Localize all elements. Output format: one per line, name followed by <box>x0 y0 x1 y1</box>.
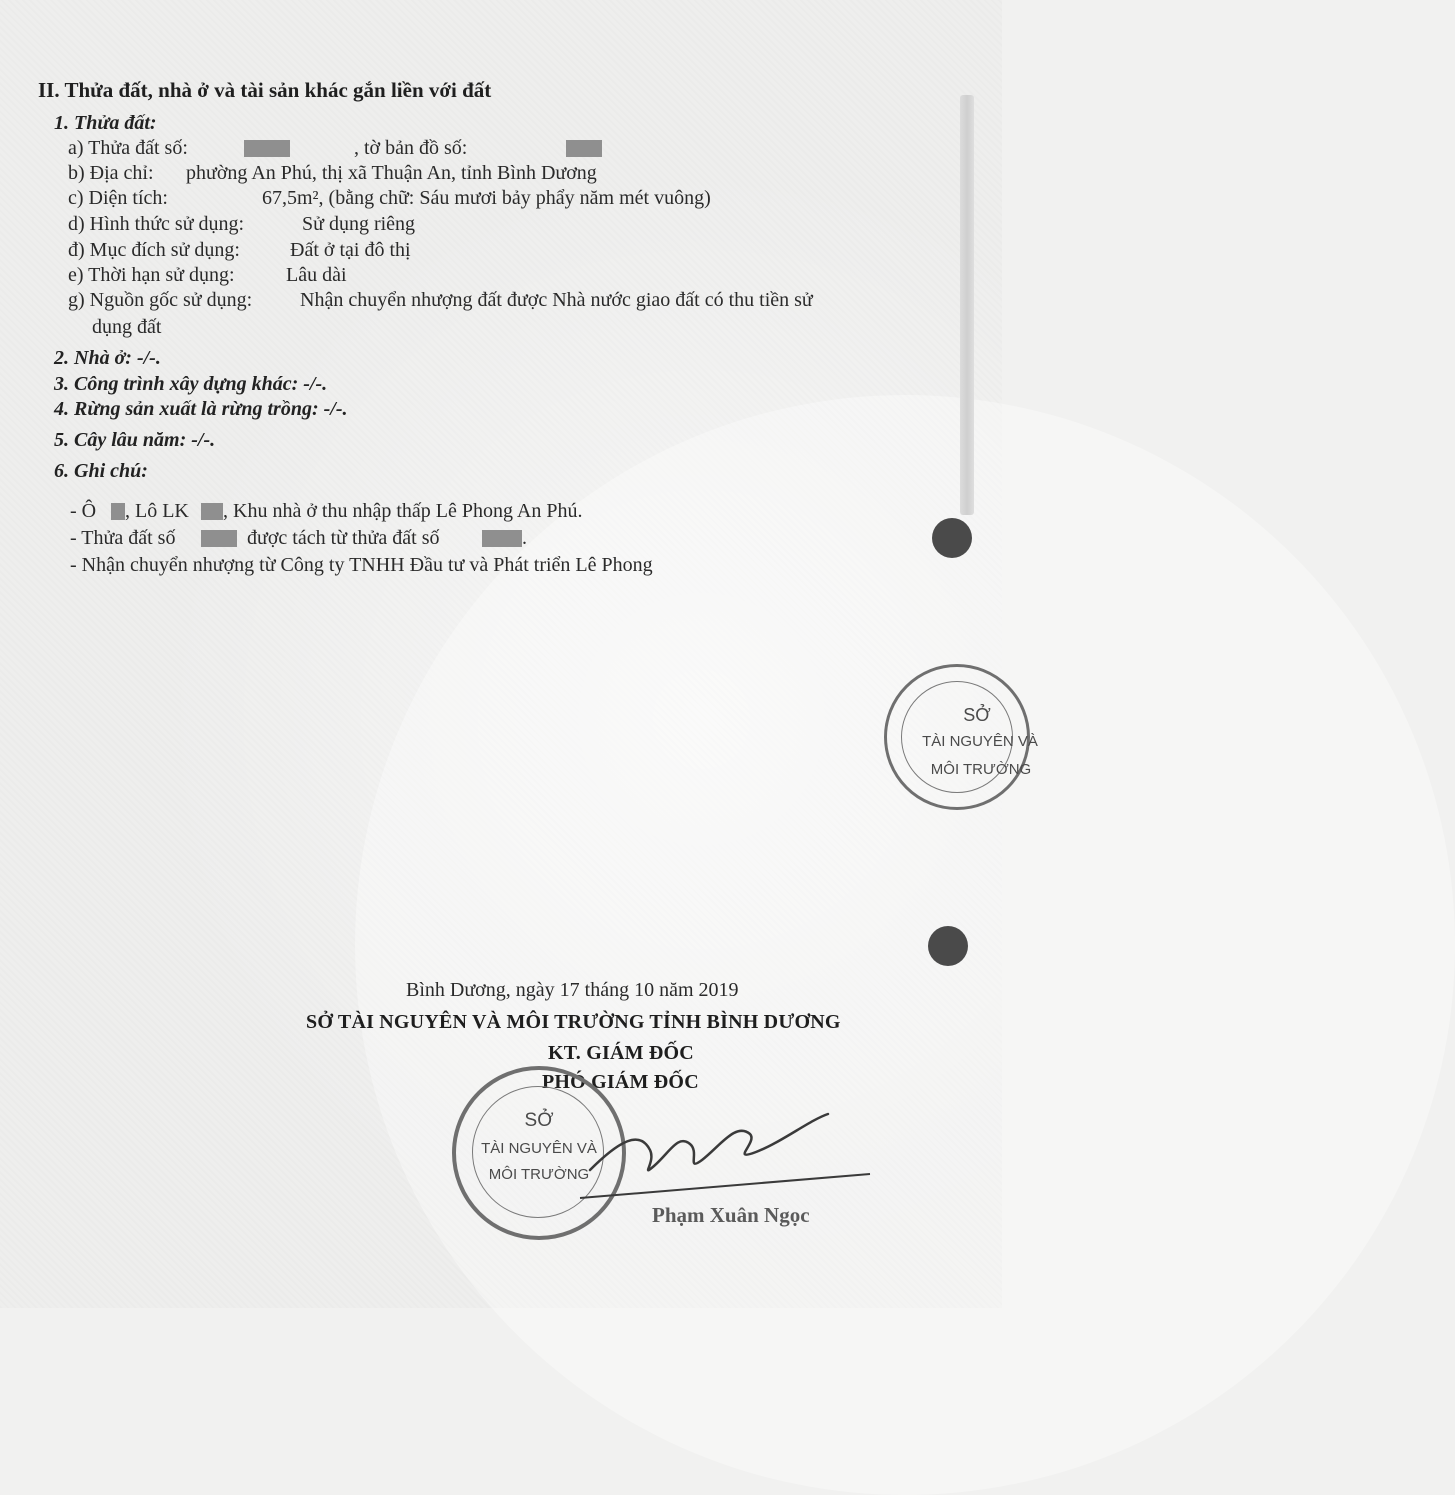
official-stamp-partial <box>884 664 1038 810</box>
stamp-text: MÔI TRƯỜNG <box>930 761 1032 778</box>
note-2-part-a: - Thửa đất số <box>70 527 176 549</box>
redaction-box <box>201 530 237 547</box>
redaction-box <box>482 530 522 547</box>
note-1-part-a: - Ô <box>70 500 97 522</box>
stamp-text: SỞ <box>524 1110 554 1131</box>
note-2-part-b: được tách từ thửa đất số <box>247 527 440 549</box>
notes-heading: 6. Ghi chú: <box>54 460 148 482</box>
stamp-text: TÀI NGUYÊN VÀ <box>481 1140 597 1157</box>
note-3: - Nhận chuyển nhượng từ Công ty TNHH Đầu tư và Phát triển Lê Phong <box>70 554 653 576</box>
deputy-director: PHÓ GIÁM ĐỐC <box>542 1071 699 1093</box>
section-title: II. Thửa đất, nhà ở và tài sản khác gắn liền với đất <box>38 78 492 102</box>
perennial-line: 5. Cây lâu năm: -/-. <box>54 429 216 451</box>
punch-hole <box>928 926 968 966</box>
construction-line: 3. Công trình xây dựng khác: -/-. <box>54 373 328 395</box>
redaction-box <box>111 503 125 520</box>
stamp-text: MÔI TRƯỜNG <box>488 1166 590 1183</box>
stamp-text: TÀI NGUYÊN VÀ <box>922 733 1038 750</box>
plot-number-label: a) Thửa đất số: <box>68 137 188 159</box>
area-value: 67,5m², (bằng chữ: Sáu mươi bảy phẩy năm mét vuông) <box>262 187 711 209</box>
origin-value-cont: dụng đất <box>92 316 162 338</box>
use-term-label: e) Thời hạn sử dụng: <box>68 264 235 286</box>
paper-edge-stripe <box>960 95 974 515</box>
forest-line: 4. Rừng sản xuất là rừng trồng: -/-. <box>54 398 348 420</box>
place-date: Bình Dương, ngày 17 tháng 10 năm 2019 <box>406 979 739 1001</box>
for-director: KT. GIÁM ĐỐC <box>548 1042 694 1064</box>
use-form-value: Sử dụng riêng <box>302 213 416 235</box>
address-value: phường An Phú, thị xã Thuận An, tỉnh Bình Dương <box>186 162 597 184</box>
use-purpose-label: đ) Mục đích sử dụng: <box>68 239 240 261</box>
handwritten-signature <box>560 1100 880 1220</box>
redaction-box <box>244 140 290 157</box>
address-label: b) Địa chỉ: <box>68 162 154 184</box>
stamp-text: SỞ <box>963 705 991 725</box>
note-1-part-b: , Lô LK <box>125 500 189 522</box>
redaction-box <box>201 503 223 520</box>
area-label: c) Diện tích: <box>68 187 168 209</box>
use-purpose-value: Đất ở tại đô thị <box>290 239 411 261</box>
origin-value: Nhận chuyển nhượng đất được Nhà nước giao đất có thu tiền sử <box>300 289 813 311</box>
note-2-part-c: . <box>522 527 527 549</box>
note-1-part-c: , Khu nhà ở thu nhập thấp Lê Phong An Phú. <box>223 500 583 522</box>
issuing-authority: SỞ TÀI NGUYÊN VÀ MÔI TRƯỜNG TỈNH BÌNH DƯƠNG <box>306 1011 841 1033</box>
punch-hole <box>932 518 972 558</box>
origin-label: g) Nguồn gốc sử dụng: <box>68 289 253 311</box>
map-sheet-label: , tờ bản đồ số: <box>354 137 468 159</box>
signer-name: Phạm Xuân Ngọc <box>652 1203 810 1227</box>
land-heading: 1. Thửa đất: <box>54 112 157 134</box>
use-form-label: d) Hình thức sử dụng: <box>68 213 245 235</box>
use-term-value: Lâu dài <box>286 264 347 286</box>
redaction-box <box>566 140 602 157</box>
house-line: 2. Nhà ở: -/-. <box>54 347 161 369</box>
